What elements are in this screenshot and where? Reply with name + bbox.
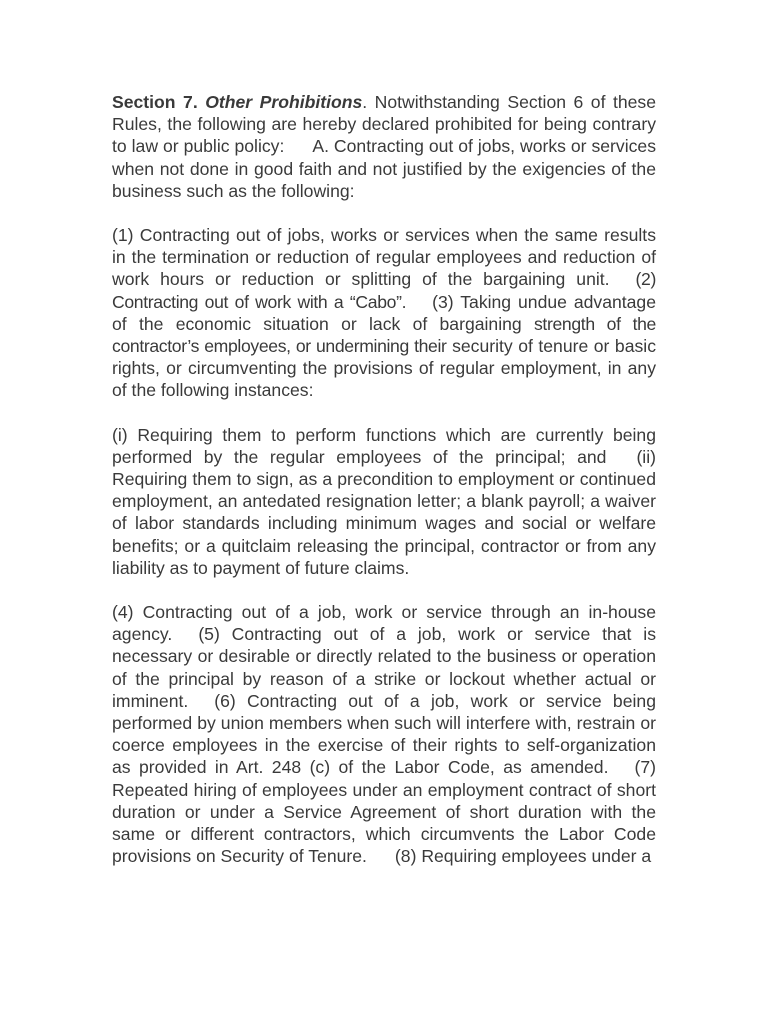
item-7-text: (7) Repeated hiring of employees under an employment contract of short duration or under a Service Agreement of short duration with the same or different contractors, which circumvents the Labor Code provisions on Security of Tenure. bbox=[112, 757, 656, 867]
item-3-text: (3) Taking undue advantage of the economic situation or lack of bargaining bbox=[112, 291, 657, 334]
paragraph-section-7 bbox=[112, 91, 656, 202]
item-6-text: (6) Contracting out of a job, work or service being performed by union members when such will interfere with, restrain or coerce employees in the exercise of their rights to self-organization as provided in Art. 248 (c) of the Labor Code, as amended. bbox=[112, 690, 656, 778]
paragraph-items-i-ii bbox=[112, 424, 656, 579]
item-3-text-strength: strength of the contractor’s employees, or undermining their bbox=[112, 313, 656, 357]
document-body bbox=[112, 91, 656, 868]
item-3-text-security: security of tenure or basic rights, or circumventing the provisions of regular employment, in any of the following instances: bbox=[112, 336, 656, 401]
item-1-text: (1) Contracting out of jobs, works or services when the same results in the termination or reduction of regular employees and reduction of work hours or reduction or splitting of the bargaining unit. bbox=[112, 225, 656, 290]
item-i-text: (i) Requiring them to perform functions which are currently being performed by the regular employees of the principal; and bbox=[112, 424, 656, 467]
item-5-text: (5) Contracting out of a job, work or service that is necessary or desirable or directly related to the business or operation of the principal by reason of a strike or lockout whether actual or imminent. bbox=[112, 624, 656, 711]
item-a-text: A. Contracting out of jobs, works or services when not done in good faith and not justified by the exigencies of the business such as the following: bbox=[112, 136, 657, 201]
item-ii-text: (ii) Requiring them to sign, as a precondition to employment or continued employment, an antedated resignation letter; a blank payroll; a waiver of labor standards including minimum wages and social or welfare benefits; or a quitclaim releasing the principal, contractor or from any liability as to payment of future claims. bbox=[112, 446, 656, 578]
item-8-text: (8) Requiring employees under a bbox=[394, 846, 652, 867]
section-label: Section 7. bbox=[112, 92, 198, 112]
paragraph-items-4-8 bbox=[112, 601, 656, 867]
paragraph-items-1-3 bbox=[112, 224, 656, 402]
item-4-text: (4) Contracting out of a job, work or service through an in-house agency. bbox=[112, 602, 656, 645]
intro-text: . Notwithstanding Section 6 of these Rules, the following are hereby declared prohibited for being contrary to law or public policy: bbox=[112, 92, 656, 157]
section-name: Other Prohibitions bbox=[205, 92, 363, 112]
item-2-text: (2) Contracting out of work with a “Cabo”. bbox=[112, 269, 656, 312]
